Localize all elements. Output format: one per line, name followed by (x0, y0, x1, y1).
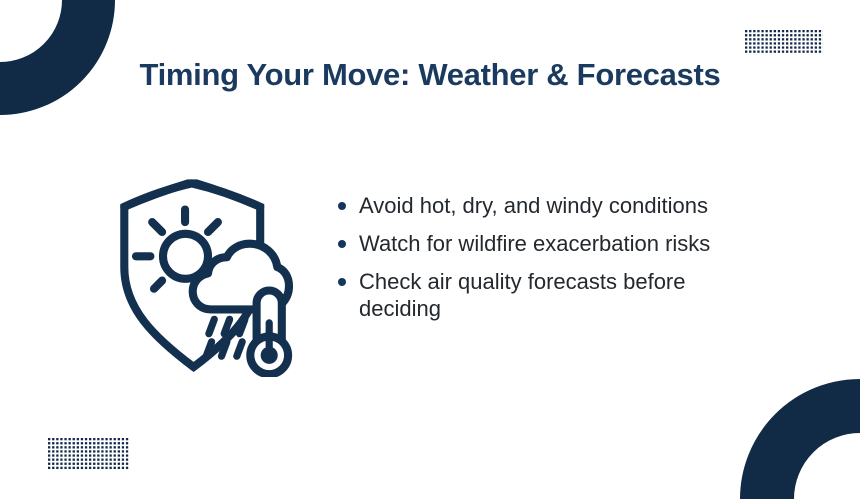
thermometer-icon (250, 291, 288, 375)
list-item (338, 268, 720, 322)
bullet-text: Avoid hot, dry, and windy conditions (359, 193, 708, 218)
list-item (338, 230, 720, 257)
list-item (338, 192, 720, 219)
bullet-marker-icon (338, 202, 346, 210)
weather-shield-icon (118, 177, 298, 377)
bullet-marker-icon (338, 240, 346, 248)
corner-ring-bottom-right-icon (740, 379, 860, 499)
bullet-list (338, 192, 720, 333)
dot-grid-top-right-icon (745, 30, 823, 54)
dot-grid-bottom-left-icon (48, 438, 130, 470)
bullet-text: Check air quality forecasts before deciding (359, 269, 686, 321)
bullet-marker-icon (338, 278, 346, 286)
bullet-text: Watch for wildfire exacerbation risks (359, 231, 711, 256)
page-title: Timing Your Move: Weather & Forecasts (139, 57, 721, 92)
